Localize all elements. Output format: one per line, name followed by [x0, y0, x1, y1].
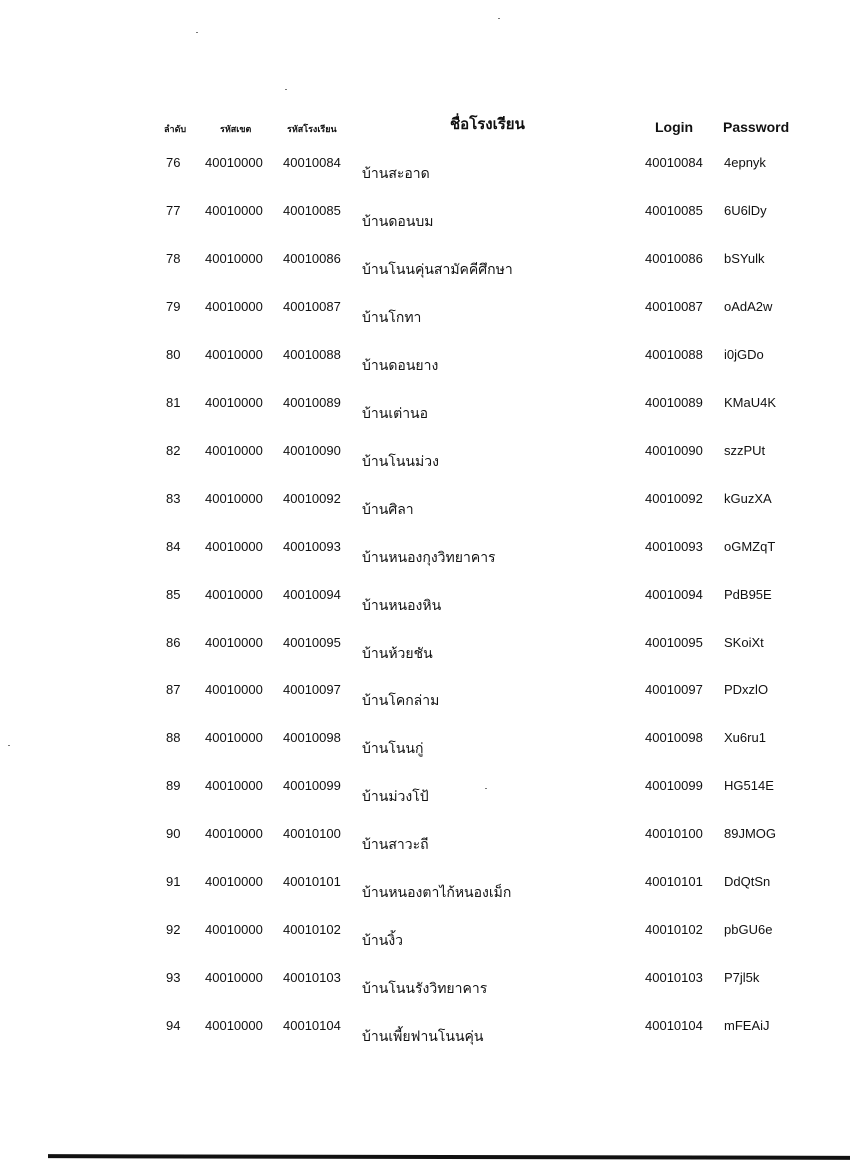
row-password: P7jl5k [724, 970, 760, 985]
row-school-code: 40010095 [283, 635, 341, 650]
row-index: 85 [166, 587, 181, 602]
row-password: i0jGDo [724, 347, 764, 362]
row-school-code: 40010103 [283, 970, 341, 985]
row-district-code: 40010000 [205, 395, 263, 410]
row-login: 40010090 [645, 443, 703, 458]
table-row [0, 682, 850, 712]
table-row [0, 299, 850, 329]
row-district-code: 40010000 [205, 922, 263, 937]
row-login: 40010085 [645, 203, 703, 218]
row-index: 81 [166, 395, 181, 410]
table-row [0, 443, 850, 473]
row-district-code: 40010000 [205, 155, 263, 170]
row-school-name: บ้านหนองหิน [362, 597, 442, 613]
row-password: PdB95E [724, 587, 772, 602]
row-school-name: บ้านหนองกุงวิทยาคาร [362, 549, 496, 565]
header-school-name: ชื่อโรงเรียน [450, 116, 525, 133]
row-login: 40010102 [645, 922, 703, 937]
row-school-name: บ้านศิลา [362, 501, 414, 517]
header-index: ลำดับ [164, 124, 187, 134]
row-district-code: 40010000 [205, 491, 263, 506]
row-district-code: 40010000 [205, 1018, 263, 1033]
row-school-name: บ้านห้วยชัน [362, 645, 433, 661]
scan-speck [285, 89, 287, 90]
row-index: 78 [166, 251, 181, 266]
row-index: 90 [166, 826, 181, 841]
table-row [0, 347, 850, 377]
row-school-name: บ้านหนองตาไก้หนองเม็ก [362, 884, 512, 900]
row-school-name: บ้านโคกล่าม [362, 692, 440, 708]
row-school-name: บ้านโนนรังวิทยาคาร [362, 980, 488, 996]
row-district-code: 40010000 [205, 587, 263, 602]
row-school-name: บ้านโนนคุ่นสามัคคีศึกษา [362, 261, 513, 277]
row-school-code: 40010097 [283, 682, 341, 697]
row-login: 40010089 [645, 395, 703, 410]
row-district-code: 40010000 [205, 203, 263, 218]
table-row [0, 922, 850, 952]
row-login: 40010086 [645, 251, 703, 266]
row-index: 91 [166, 874, 181, 889]
table-row [0, 1018, 850, 1048]
row-login: 40010087 [645, 299, 703, 314]
header-login: Login [655, 119, 694, 135]
row-school-code: 40010099 [283, 778, 341, 793]
table-row [0, 874, 850, 904]
table-row [0, 203, 850, 233]
row-school-name: บ้านโนนกู่ [362, 740, 424, 756]
row-school-code: 40010104 [283, 1018, 341, 1033]
table-row [0, 251, 850, 281]
table-row [0, 826, 850, 856]
row-index: 94 [166, 1018, 181, 1033]
row-index: 86 [166, 635, 181, 650]
scan-speck [498, 18, 500, 19]
row-district-code: 40010000 [205, 251, 263, 266]
row-school-code: 40010093 [283, 539, 341, 554]
row-password: 89JMOG [724, 826, 777, 841]
row-district-code: 40010000 [205, 443, 263, 458]
row-index: 76 [166, 155, 181, 170]
row-district-code: 40010000 [205, 539, 263, 554]
table-row [0, 635, 850, 665]
row-password: szzPUt [724, 443, 766, 458]
row-school-name: บ้านสะอาด [362, 165, 430, 181]
row-login: 40010103 [645, 970, 703, 985]
row-district-code: 40010000 [205, 778, 263, 793]
row-index: 87 [166, 682, 181, 697]
table-row [0, 730, 850, 760]
row-school-code: 40010090 [283, 443, 341, 458]
row-school-code: 40010092 [283, 491, 341, 506]
row-index: 93 [166, 970, 181, 985]
row-district-code: 40010000 [205, 730, 263, 745]
row-school-code: 40010085 [283, 203, 341, 218]
row-password: pbGU6e [724, 922, 773, 937]
scan-speck [196, 32, 198, 33]
row-school-name: บ้านสาวะถี [362, 836, 429, 852]
row-school-name: บ้านดอนยาง [362, 357, 439, 373]
row-password: SKoiXt [724, 635, 764, 650]
row-district-code: 40010000 [205, 299, 263, 314]
scan-speck [8, 745, 10, 746]
row-password: kGuzXA [724, 491, 772, 506]
row-login: 40010098 [645, 730, 703, 745]
row-school-name: บ้านโกทา [362, 309, 422, 325]
row-password: KMaU4K [724, 395, 777, 410]
row-password: 6U6lDy [724, 203, 767, 218]
row-school-code: 40010088 [283, 347, 341, 362]
row-school-name: บ้านม่วงโป้ [362, 788, 429, 804]
header-district-code: รหัสเขต [220, 124, 252, 134]
row-index: 79 [166, 299, 181, 314]
row-school-code: 40010102 [283, 922, 341, 937]
row-school-code: 40010098 [283, 730, 341, 745]
row-login: 40010104 [645, 1018, 703, 1033]
row-school-code: 40010101 [283, 874, 341, 889]
row-login: 40010093 [645, 539, 703, 554]
row-school-name: บ้านดอนบม [362, 213, 434, 229]
row-login: 40010099 [645, 778, 703, 793]
row-district-code: 40010000 [205, 682, 263, 697]
row-password: HG514E [724, 778, 774, 793]
scan-speck [485, 788, 487, 789]
table-row [0, 970, 850, 1000]
row-login: 40010088 [645, 347, 703, 362]
table-row [0, 491, 850, 521]
table-row [0, 778, 850, 808]
row-school-code: 40010094 [283, 587, 341, 602]
row-school-code: 40010087 [283, 299, 341, 314]
row-password: oGMZqT [724, 539, 776, 554]
row-index: 80 [166, 347, 181, 362]
table-row [0, 587, 850, 617]
row-login: 40010100 [645, 826, 703, 841]
row-index: 84 [166, 539, 181, 554]
row-login: 40010092 [645, 491, 703, 506]
row-school-name: บ้านงิ้ว [362, 932, 404, 948]
row-school-code: 40010089 [283, 395, 341, 410]
row-school-name: บ้านเต่านอ [362, 405, 429, 421]
row-school-code: 40010086 [283, 251, 341, 266]
row-password: oAdA2w [724, 299, 773, 314]
row-password: DdQtSn [724, 874, 771, 889]
row-district-code: 40010000 [205, 826, 263, 841]
row-index: 89 [166, 778, 181, 793]
row-index: 82 [166, 443, 181, 458]
table-row [0, 539, 850, 569]
row-school-code: 40010084 [283, 155, 341, 170]
row-login: 40010101 [645, 874, 703, 889]
row-district-code: 40010000 [205, 874, 263, 889]
row-school-name: บ้านโนนม่วง [362, 453, 439, 469]
row-password: mFEAiJ [724, 1018, 770, 1033]
row-district-code: 40010000 [205, 635, 263, 650]
row-password: Xu6ru1 [724, 730, 766, 745]
row-password: PDxzlO [724, 682, 769, 697]
row-index: 77 [166, 203, 181, 218]
row-login: 40010095 [645, 635, 703, 650]
table-row [0, 395, 850, 425]
row-login: 40010084 [645, 155, 703, 170]
row-school-code: 40010100 [283, 826, 341, 841]
row-password: bSYulk [724, 251, 765, 266]
row-login: 40010097 [645, 682, 703, 697]
row-password: 4epnyk [724, 155, 766, 170]
row-school-name: บ้านเพี้ยฟานโนนคุ่น [362, 1028, 484, 1044]
header-school-code: รหัสโรงเรียน [287, 124, 337, 134]
row-district-code: 40010000 [205, 970, 263, 985]
row-index: 92 [166, 922, 181, 937]
row-login: 40010094 [645, 587, 703, 602]
table-row [0, 155, 850, 185]
row-index: 83 [166, 491, 181, 506]
row-district-code: 40010000 [205, 347, 263, 362]
row-index: 88 [166, 730, 181, 745]
header-password: Password [723, 119, 790, 135]
